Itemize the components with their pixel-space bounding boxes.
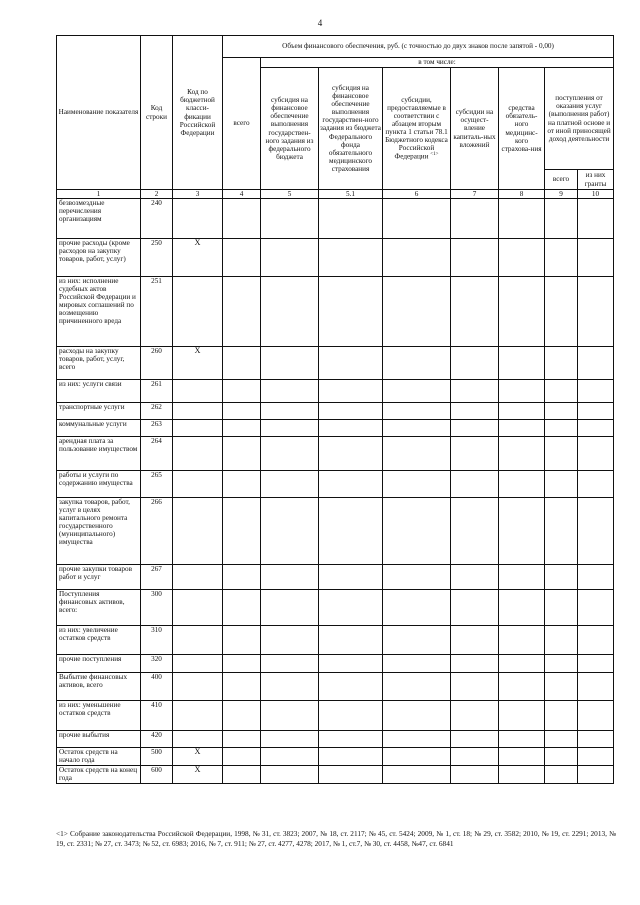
- row-name: Выбытие финансовых активов, всего: [57, 673, 141, 701]
- value-cell: [223, 626, 261, 655]
- row-name: закупка товаров, работ, услуг в целях капитального ремонта государственного (муниципального) имущества: [57, 498, 141, 565]
- value-cell: [578, 731, 614, 748]
- value-cell: [578, 380, 614, 403]
- value-cell: [319, 239, 383, 277]
- value-cell: [261, 590, 319, 626]
- value-cell: [499, 277, 545, 347]
- value-cell: [319, 199, 383, 239]
- table-row: [57, 626, 614, 655]
- row-budget-code: X: [173, 239, 223, 277]
- table-row: [57, 437, 614, 471]
- value-cell: [578, 626, 614, 655]
- row-budget-code: [173, 199, 223, 239]
- value-cell: [499, 471, 545, 498]
- column-number: 9: [545, 190, 578, 199]
- column-numbers-row: [57, 190, 614, 199]
- header-volume: Объем финансового обеспечения, руб. (с точностью до двух знаков после запятой - 0,00): [223, 36, 614, 58]
- value-cell: [499, 420, 545, 437]
- value-cell: [261, 626, 319, 655]
- row-budget-code: [173, 403, 223, 420]
- value-cell: [261, 731, 319, 748]
- value-cell: [545, 471, 578, 498]
- value-cell: [223, 199, 261, 239]
- row-name: из них: уменьшение остатков средств: [57, 701, 141, 731]
- header-total: всего: [223, 58, 261, 190]
- page-number: 4: [317, 18, 323, 28]
- column-number: 5: [261, 190, 319, 199]
- value-cell: [383, 239, 451, 277]
- value-cell: [223, 731, 261, 748]
- value-cell: [451, 471, 499, 498]
- row-code: 500: [141, 748, 173, 766]
- value-cell: [383, 420, 451, 437]
- value-cell: [499, 380, 545, 403]
- table-row: [57, 590, 614, 626]
- value-cell: [578, 766, 614, 784]
- row-budget-code: [173, 437, 223, 471]
- value-cell: [545, 420, 578, 437]
- financial-table: [56, 35, 614, 784]
- row-budget-code: [173, 420, 223, 437]
- value-cell: [545, 277, 578, 347]
- row-code: 251: [141, 277, 173, 347]
- value-cell: [223, 498, 261, 565]
- value-cell: [261, 748, 319, 766]
- table-row: [57, 731, 614, 748]
- value-cell: [451, 590, 499, 626]
- value-cell: [223, 277, 261, 347]
- value-cell: [261, 673, 319, 701]
- value-cell: [383, 590, 451, 626]
- row-name: из них: увеличение остатков средств: [57, 626, 141, 655]
- value-cell: [545, 731, 578, 748]
- row-code: 600: [141, 766, 173, 784]
- value-cell: [223, 380, 261, 403]
- row-code: 265: [141, 471, 173, 498]
- row-name: прочие поступления: [57, 655, 141, 673]
- row-budget-code: [173, 498, 223, 565]
- row-code: 300: [141, 590, 173, 626]
- column-number: 4: [223, 190, 261, 199]
- value-cell: [319, 701, 383, 731]
- value-cell: [499, 655, 545, 673]
- value-cell: [545, 347, 578, 380]
- value-cell: [261, 701, 319, 731]
- value-cell: [451, 731, 499, 748]
- value-cell: [319, 731, 383, 748]
- header-col7: субсидии на осущест-вление капиталь-ных вложений: [451, 68, 499, 190]
- value-cell: [261, 199, 319, 239]
- row-code: 420: [141, 731, 173, 748]
- table-row: [57, 701, 614, 731]
- value-cell: [223, 748, 261, 766]
- value-cell: [319, 655, 383, 673]
- value-cell: [383, 673, 451, 701]
- row-name: арендная плата за пользование имуществом: [57, 437, 141, 471]
- value-cell: [223, 420, 261, 437]
- value-cell: [261, 766, 319, 784]
- row-name: транспортные услуги: [57, 403, 141, 420]
- table-row: [57, 471, 614, 498]
- row-budget-code: [173, 731, 223, 748]
- value-cell: [451, 766, 499, 784]
- value-cell: [223, 239, 261, 277]
- value-cell: [319, 420, 383, 437]
- value-cell: [319, 380, 383, 403]
- table-row: [57, 748, 614, 766]
- value-cell: [545, 701, 578, 731]
- value-cell: [578, 673, 614, 701]
- value-cell: [383, 731, 451, 748]
- value-cell: [545, 673, 578, 701]
- value-cell: [578, 565, 614, 590]
- row-name: Поступления финансовых активов, всего:: [57, 590, 141, 626]
- value-cell: [383, 437, 451, 471]
- value-cell: [383, 347, 451, 380]
- header-code: Код строки: [141, 36, 173, 190]
- column-number: 2: [141, 190, 173, 199]
- value-cell: [451, 437, 499, 471]
- column-number: 10: [578, 190, 614, 199]
- value-cell: [261, 239, 319, 277]
- table-row: [57, 420, 614, 437]
- value-cell: [383, 748, 451, 766]
- value-cell: [261, 437, 319, 471]
- header-col10: из них гранты: [578, 170, 614, 190]
- header-col5: субсидия на финансовое обеспечение выполнения государствен-ного задания из федерального бюджета: [261, 68, 319, 190]
- table-row: [57, 347, 614, 380]
- value-cell: [451, 565, 499, 590]
- row-code: 266: [141, 498, 173, 565]
- table-row: [57, 239, 614, 277]
- value-cell: [319, 471, 383, 498]
- table-row: [57, 380, 614, 403]
- value-cell: [383, 403, 451, 420]
- value-cell: [578, 655, 614, 673]
- value-cell: [223, 590, 261, 626]
- row-code: 262: [141, 403, 173, 420]
- row-budget-code: [173, 590, 223, 626]
- value-cell: [545, 565, 578, 590]
- value-cell: [545, 766, 578, 784]
- value-cell: [223, 347, 261, 380]
- row-code: 261: [141, 380, 173, 403]
- value-cell: [451, 748, 499, 766]
- value-cell: [499, 766, 545, 784]
- row-name: из них: услуги связи: [57, 380, 141, 403]
- value-cell: [545, 239, 578, 277]
- value-cell: [261, 471, 319, 498]
- table-row: [57, 199, 614, 239]
- value-cell: [383, 199, 451, 239]
- value-cell: [499, 731, 545, 748]
- row-code: 264: [141, 437, 173, 471]
- row-name: Остаток средств на конец года: [57, 766, 141, 784]
- value-cell: [499, 498, 545, 565]
- value-cell: [545, 199, 578, 239]
- row-budget-code: [173, 380, 223, 403]
- value-cell: [451, 277, 499, 347]
- row-budget-code: [173, 626, 223, 655]
- value-cell: [319, 347, 383, 380]
- value-cell: [451, 626, 499, 655]
- table-row: [57, 403, 614, 420]
- row-name: расходы на закупку товаров, работ, услуг, всего: [57, 347, 141, 380]
- header-in-that-number: в том числе:: [261, 58, 614, 68]
- value-cell: [261, 565, 319, 590]
- value-cell: [451, 498, 499, 565]
- value-cell: [451, 673, 499, 701]
- column-number: 6: [383, 190, 451, 199]
- row-name: прочие расходы (кроме расходов на закупку товаров, работ, услуг): [57, 239, 141, 277]
- value-cell: [451, 239, 499, 277]
- value-cell: [223, 673, 261, 701]
- value-cell: [499, 199, 545, 239]
- row-name: коммунальные услуги: [57, 420, 141, 437]
- value-cell: [223, 471, 261, 498]
- row-name: из них: исполнение судебных актов Российской Федерации и мировых соглашений по возмещению причиненного вреда: [57, 277, 141, 347]
- row-budget-code: [173, 673, 223, 701]
- row-budget-code: [173, 565, 223, 590]
- value-cell: [499, 748, 545, 766]
- value-cell: [451, 347, 499, 380]
- value-cell: [261, 347, 319, 380]
- row-name: безвозмездные перечисления организациям: [57, 199, 141, 239]
- value-cell: [451, 701, 499, 731]
- row-code: 263: [141, 420, 173, 437]
- row-code: 400: [141, 673, 173, 701]
- column-number: 3: [173, 190, 223, 199]
- header-col9: всего: [545, 170, 578, 190]
- value-cell: [578, 748, 614, 766]
- column-number: 8: [499, 190, 545, 199]
- value-cell: [319, 673, 383, 701]
- table-row: [57, 277, 614, 347]
- row-budget-code: [173, 277, 223, 347]
- row-budget-code: X: [173, 347, 223, 380]
- value-cell: [319, 565, 383, 590]
- table-row: [57, 673, 614, 701]
- row-name: Остаток средств на начало года: [57, 748, 141, 766]
- row-code: 410: [141, 701, 173, 731]
- value-cell: [545, 626, 578, 655]
- row-budget-code: X: [173, 766, 223, 784]
- value-cell: [319, 498, 383, 565]
- row-code: 250: [141, 239, 173, 277]
- value-cell: [261, 420, 319, 437]
- header-name: Наименование показателя: [57, 36, 141, 190]
- value-cell: [499, 437, 545, 471]
- row-budget-code: [173, 471, 223, 498]
- value-cell: [223, 701, 261, 731]
- column-number: 1: [57, 190, 141, 199]
- value-cell: [319, 403, 383, 420]
- value-cell: [578, 347, 614, 380]
- value-cell: [578, 239, 614, 277]
- value-cell: [383, 655, 451, 673]
- value-cell: [223, 437, 261, 471]
- value-cell: [223, 565, 261, 590]
- value-cell: [499, 701, 545, 731]
- row-budget-code: X: [173, 748, 223, 766]
- row-name: прочие закупки товаров работ и услуг: [57, 565, 141, 590]
- value-cell: [578, 498, 614, 565]
- value-cell: [383, 626, 451, 655]
- value-cell: [383, 380, 451, 403]
- value-cell: [383, 498, 451, 565]
- value-cell: [451, 403, 499, 420]
- table-row: [57, 498, 614, 565]
- value-cell: [319, 277, 383, 347]
- value-cell: [499, 590, 545, 626]
- header-col9-10: поступления от оказания услуг (выполнения работ) на платной основе и от иной приносящей доход деятельности: [545, 68, 614, 170]
- footnote: <1> Собрание законодательства Российской Федерации, 1998, № 31, ст. 3823; 2007, № 18, ст. 2117; № 45, ст. 5424; 2009, № 1, ст. 18; № 29, ст. 3582; 2010, № 19, ст. 2291; 2013, № 19, ст. 2331; № 27, ст. 3473; № 52, ст. 6983; 2016, № 7, ст. 911; № 27, ст. 4277, 4278; 2017, № 1, ст.7, № 30, ст. 4458, №47, ст. 6841: [56, 829, 616, 848]
- value-cell: [578, 420, 614, 437]
- value-cell: [499, 626, 545, 655]
- header-col6: субсидии, предоставляемые в соответствии с абзацем вторым пункта 1 статьи 78.1 Бюджетного кодекса Российской Федерации $^{<1>}$: [383, 68, 451, 190]
- value-cell: [578, 403, 614, 420]
- value-cell: [545, 590, 578, 626]
- value-cell: [319, 590, 383, 626]
- value-cell: [578, 471, 614, 498]
- value-cell: [383, 277, 451, 347]
- value-cell: [319, 626, 383, 655]
- value-cell: [545, 498, 578, 565]
- row-code: 240: [141, 199, 173, 239]
- row-code: 260: [141, 347, 173, 380]
- value-cell: [499, 673, 545, 701]
- value-cell: [223, 655, 261, 673]
- table-row: [57, 766, 614, 784]
- table-row: [57, 655, 614, 673]
- value-cell: [261, 380, 319, 403]
- value-cell: [545, 748, 578, 766]
- value-cell: [545, 403, 578, 420]
- value-cell: [451, 199, 499, 239]
- value-cell: [261, 277, 319, 347]
- column-number: 5.1: [319, 190, 383, 199]
- value-cell: [545, 655, 578, 673]
- value-cell: [545, 437, 578, 471]
- row-code: 320: [141, 655, 173, 673]
- value-cell: [578, 590, 614, 626]
- value-cell: [451, 380, 499, 403]
- value-cell: [261, 655, 319, 673]
- value-cell: [223, 766, 261, 784]
- value-cell: [261, 403, 319, 420]
- value-cell: [578, 701, 614, 731]
- value-cell: [578, 437, 614, 471]
- row-budget-code: [173, 701, 223, 731]
- value-cell: [545, 380, 578, 403]
- column-number: 7: [451, 190, 499, 199]
- value-cell: [451, 420, 499, 437]
- row-budget-code: [173, 655, 223, 673]
- value-cell: [319, 766, 383, 784]
- value-cell: [499, 403, 545, 420]
- footnote-ref: <1>: [430, 152, 439, 158]
- header-col51: субсидия на финансовое обеспечение выполнения государствен-ного задания из бюджета Федерального фонда обязательного медицинского страхования: [319, 68, 383, 190]
- value-cell: [499, 239, 545, 277]
- value-cell: [383, 766, 451, 784]
- value-cell: [261, 498, 319, 565]
- value-cell: [578, 277, 614, 347]
- table-row: [57, 565, 614, 590]
- value-cell: [223, 403, 261, 420]
- row-code: 310: [141, 626, 173, 655]
- header-budget-code: Код по бюджетной класси-фикации Российской Федерации: [173, 36, 223, 190]
- row-code: 267: [141, 565, 173, 590]
- value-cell: [499, 565, 545, 590]
- value-cell: [319, 748, 383, 766]
- value-cell: [383, 701, 451, 731]
- value-cell: [383, 471, 451, 498]
- header-col8: средства обязатель-ного медицинс-кого страхова-ния: [499, 68, 545, 190]
- value-cell: [451, 655, 499, 673]
- row-name: прочие выбытия: [57, 731, 141, 748]
- value-cell: [383, 565, 451, 590]
- value-cell: [499, 347, 545, 380]
- value-cell: [578, 199, 614, 239]
- row-name: работы и услуги по содержанию имущества: [57, 471, 141, 498]
- value-cell: [319, 437, 383, 471]
